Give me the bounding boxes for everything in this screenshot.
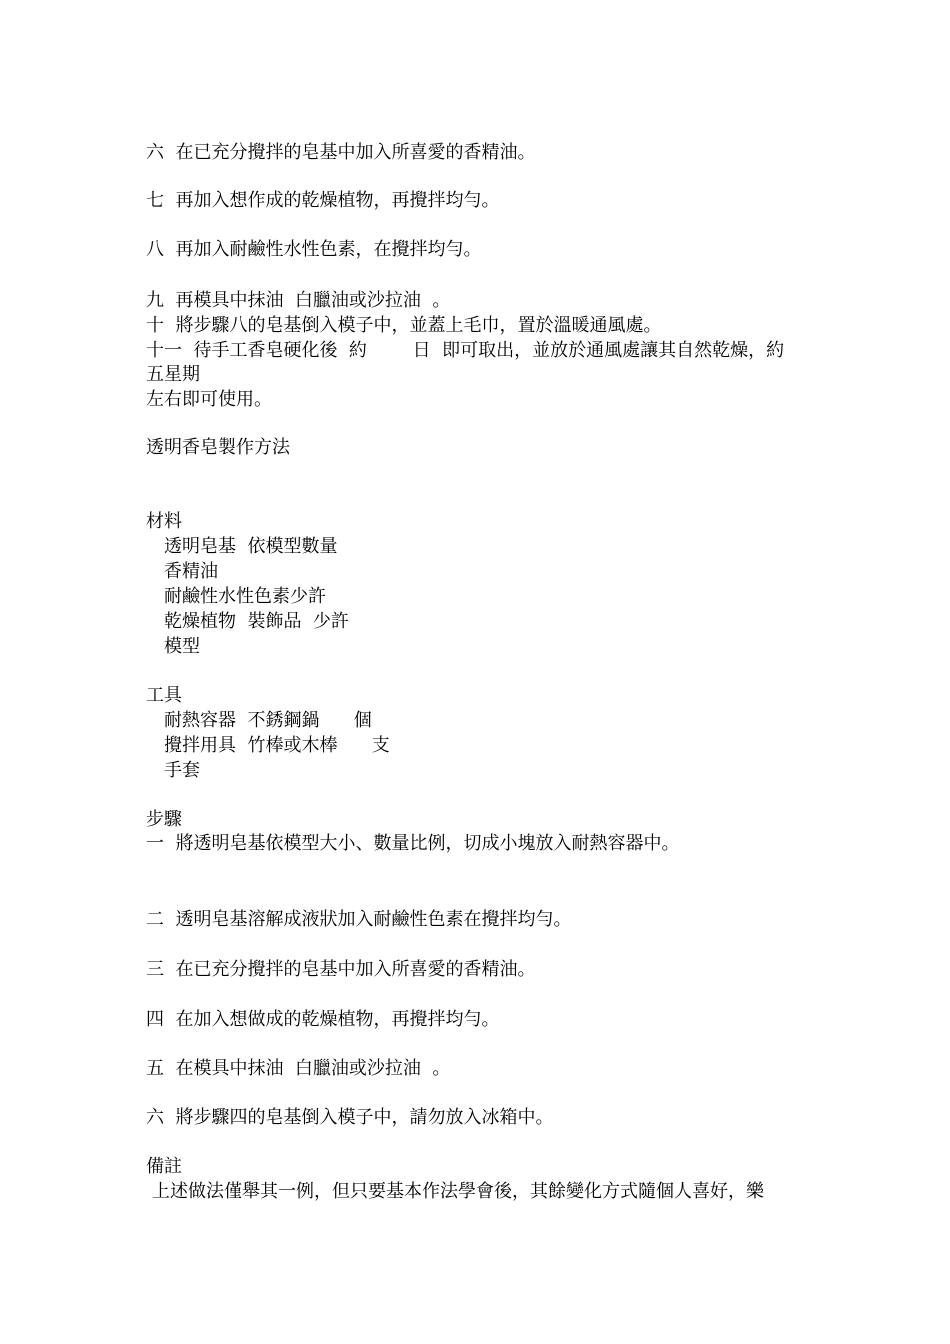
material-item: 香精油 [164, 561, 218, 582]
tools-heading: 工具 [146, 685, 182, 706]
step-11-text-line2: 五星期 [146, 364, 200, 385]
transparent-step-6: 六 將步驟四的皂基倒入模子中，請勿放入冰箱中。 [146, 1107, 554, 1128]
notes-heading: 備註 [146, 1156, 182, 1177]
transparent-step-3: 三 在已充分攪拌的皂基中加入所喜愛的香精油。 [146, 959, 536, 980]
section-title: 透明香皂製作方法 [146, 437, 290, 458]
tool-item: 攪拌用具 竹棒或木棒 支 [164, 735, 390, 756]
notes-text: 上述做法僅舉其一例，但只要基本作法學會後，其餘變化方式隨個人喜好，樂 [152, 1181, 764, 1202]
tool-item: 耐熱容器 不銹鋼鍋 個 [164, 710, 372, 731]
step-8-text: 八 再加入耐鹼性水性色素，在攪拌均勻。 [146, 239, 482, 260]
transparent-step-1: 一 將透明皂基依模型大小、數量比例，切成小塊放入耐熱容器中。 [146, 833, 680, 854]
step-11-text-line1: 十一 待手工香皂硬化後 約 日 即可取出，並放於通風處讓其自然乾燥，約 [146, 340, 785, 361]
step-7-text: 七 再加入想作成的乾燥植物，再攪拌均勻。 [146, 190, 500, 211]
steps-heading: 步驟 [146, 809, 182, 830]
material-item: 乾燥植物 裝飾品 少許 [164, 611, 349, 632]
step-10-text: 十 將步驟八的皂基倒入模子中，並蓋上毛巾，置於溫暖通風處。 [146, 315, 662, 336]
materials-heading: 材料 [146, 511, 182, 532]
transparent-step-4: 四 在加入想做成的乾燥植物，再攪拌均勻。 [146, 1009, 500, 1030]
material-item: 耐鹼性水性色素少許 [164, 586, 326, 607]
step-6-text: 六 在已充分攪拌的皂基中加入所喜愛的香精油。 [146, 142, 536, 163]
transparent-step-5: 五 在模具中抹油 白臘油或沙拉油 。 [146, 1058, 451, 1079]
step-9-text: 九 再模具中抹油 白臘油或沙拉油 。 [146, 290, 451, 311]
material-item: 透明皂基 依模型數量 [164, 536, 338, 557]
material-item: 模型 [164, 636, 200, 657]
transparent-step-2: 二 透明皂基溶解成液狀加入耐鹼性色素在攪拌均勻。 [146, 909, 572, 930]
tool-item: 手套 [164, 760, 200, 781]
step-11-text-line3: 左右即可使用。 [146, 389, 272, 410]
